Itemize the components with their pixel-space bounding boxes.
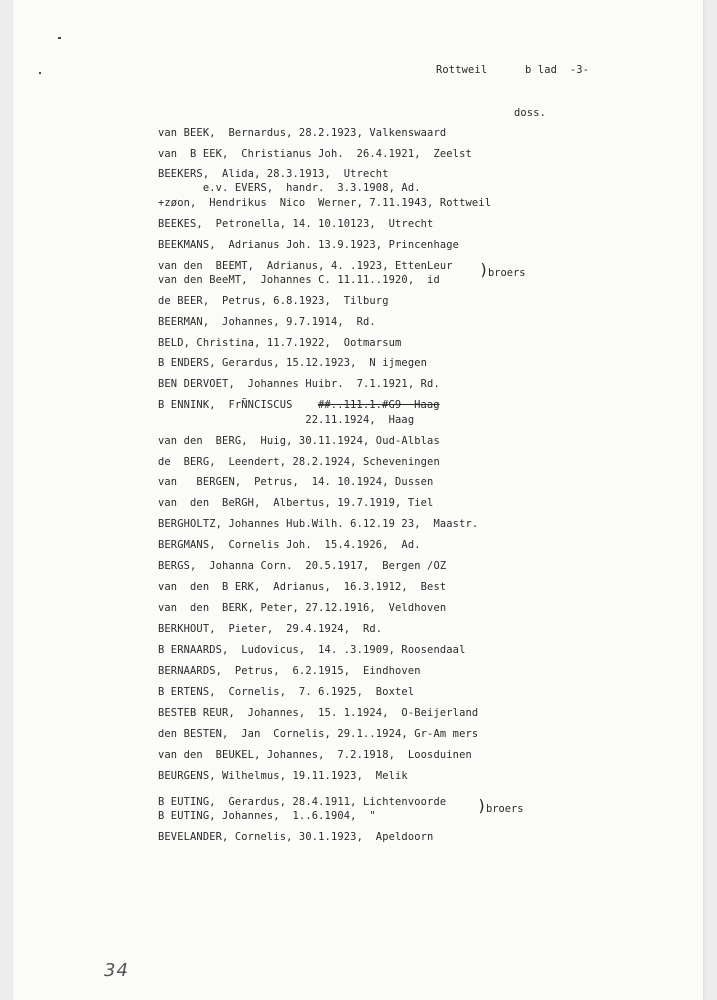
- broers-label: broers: [486, 803, 524, 815]
- pencil-mark: [39, 72, 41, 74]
- entry-line: BEEKERS, Alida, 28.3.1913, Utrecht: [158, 168, 389, 180]
- entry-line: B ENDERS, Gerardus, 15.12.1923, N ijmegen: [158, 357, 428, 369]
- entry-line: van den BERK, Peter, 27.12.1916, Veldhoven: [158, 602, 447, 614]
- entry-line: BEVELANDER, Cornelis, 30.1.1923, Apeldoorn: [158, 831, 434, 843]
- entry-line: van den BEUKEL, Johannes, 7.2.1918, Loosduinen: [158, 749, 472, 761]
- entry-line: BERKHOUT, Pieter, 29.4.1924, Rd.: [158, 623, 383, 635]
- entry-line: e.v. EVERS, handr. 3.3.1908, Ad.: [158, 182, 421, 194]
- header-place: Rottweil: [436, 64, 488, 76]
- entry-line: B ENNINK, FrÑNCISCUS: [158, 399, 306, 411]
- entry-line: B ERNAARDS, Ludovicus, 14. .3.1909, Roosendaal: [158, 644, 466, 656]
- entry-line: van den B ERK, Adrianus, 16.3.1912, Best: [158, 581, 447, 593]
- entry-line: 22.11.1924, Haag: [158, 414, 415, 426]
- entry-line: van BEEK, Bernardus, 28.2.1923, Valkenswaard: [158, 127, 447, 139]
- entry-line: den BESTEN, Jan Cornelis, 29.1..1924, Gr-Am mers: [158, 728, 479, 740]
- entry-line: de BERG, Leendert, 28.2.1924, Scheveningen: [158, 456, 440, 468]
- entry-line: van BERGEN, Petrus, 14. 10.1924, Dussen: [158, 476, 434, 488]
- entry-line: de BEER, Petrus, 6.8.1923, Tilburg: [158, 295, 389, 307]
- entry-line: BEEKMANS, Adrianus Joh. 13.9.1923, Princenhage: [158, 239, 460, 251]
- entry-line: B EUTING, Johannes, 1..6.1904, ": [158, 810, 376, 822]
- header-sheet: b lad -3-: [525, 64, 590, 76]
- entry-line: BERGMANS, Cornelis Joh. 15.4.1926, Ad.: [158, 539, 421, 551]
- entry-line: BELD, Christina, 11.7.1922, Ootmarsum: [158, 337, 402, 349]
- entry-line: van den BERG, Huig, 30.11.1924, Oud-Alblas: [158, 435, 440, 447]
- entry-line: BESTEB REUR, Johannes, 15. 1.1924, O-Beijerland: [158, 707, 479, 719]
- entry-line: BEEKES, Petronella, 14. 10.10123, Utrecht: [158, 218, 434, 230]
- entry-line: van B EEK, Christianus Joh. 26.4.1921, Zeelst: [158, 148, 472, 160]
- entry-line: B EUTING, Gerardus, 28.4.1911, Lichtenvoorde: [158, 796, 447, 808]
- header-doss: doss.: [514, 107, 547, 119]
- broers-label: broers: [488, 267, 526, 279]
- struck-out-text: ##..111.1.#G9 Haag: [318, 399, 440, 411]
- entry-line: BEURGENS, Wilhelmus, 19.11.1923, Melik: [158, 770, 408, 782]
- entry-line: BERGHOLTZ, Johannes Hub.Wilh. 6.12.19 23, Maastr.: [158, 518, 479, 530]
- entry-line: van den BeeMT, Johannes C. 11.11..1920, id: [158, 274, 440, 286]
- entry-line: BERNAARDS, Petrus, 6.2.1915, Eindhoven: [158, 665, 421, 677]
- entry-line: BEERMAN, Johannes, 9.7.1914, Rd.: [158, 316, 376, 328]
- page-number-handwritten: 34: [104, 960, 129, 981]
- entry-line: B ERTENS, Cornelis, 7. 6.1925, Boxtel: [158, 686, 415, 698]
- entry-line: van den BeRGH, Albertus, 19.7.1919, Tiel: [158, 497, 434, 509]
- entry-line: +zøon, Hendrikus Nico Werner, 7.11.1943, Rottweil: [158, 197, 492, 209]
- entry-line: BERGS, Johanna Corn. 20.5.1917, Bergen /OZ: [158, 560, 447, 572]
- right-parenthesis: ): [477, 796, 487, 815]
- right-parenthesis: ): [479, 260, 489, 279]
- pencil-mark: [58, 37, 61, 39]
- entry-line: van den BEEMT, Adrianus, 4. .1923, EttenLeur: [158, 260, 453, 272]
- entry-line: BEN DERVOET, Johannes Huibr. 7.1.1921, Rd.: [158, 378, 440, 390]
